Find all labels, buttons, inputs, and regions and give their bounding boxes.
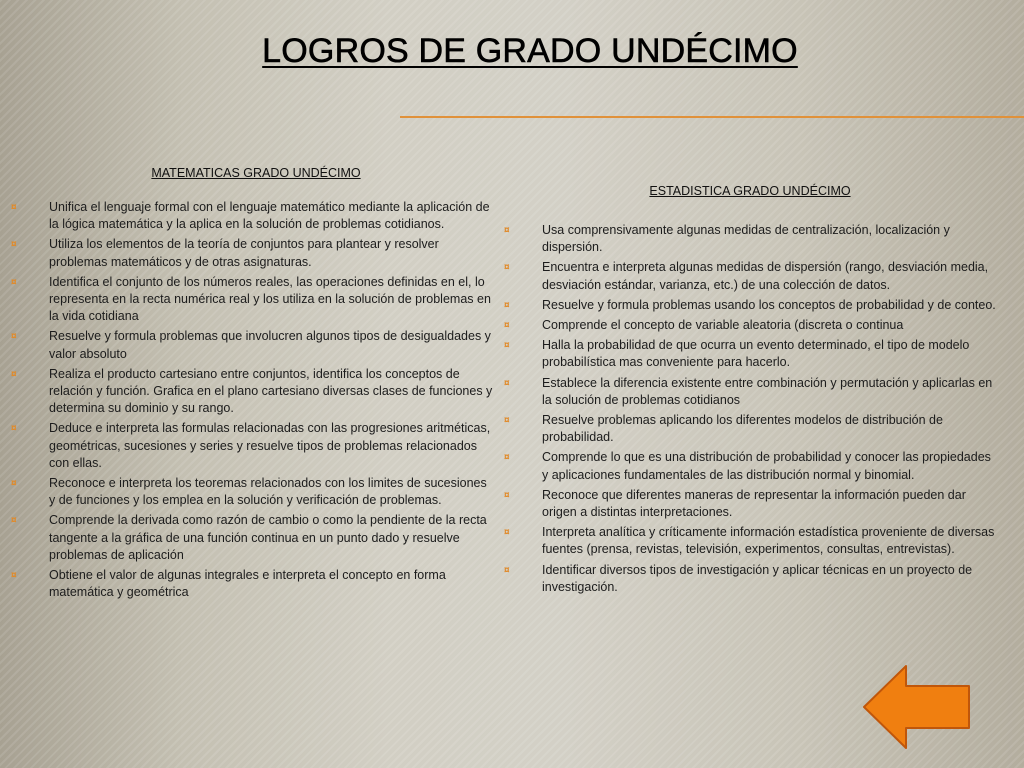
math-column bbox=[0, 166, 498, 604]
list-item: ¤ Usa comprensivamente algunas medidas de centralización, localización y dispersión. bbox=[504, 223, 950, 255]
list-item: ¤ Deduce e interpreta las formulas relacionadas con las progresiones aritméticas, geométricas, sucesiones y series y resuelve tipos de problemas relacionados con ellas. bbox=[11, 421, 491, 470]
x-bullet-icon: ¤ bbox=[504, 527, 510, 539]
x-bullet-icon: ¤ bbox=[11, 202, 17, 213]
x-bullet-icon: ¤ bbox=[11, 368, 17, 380]
statistics-column-heading: ESTADISTICA GRADO UNDÉCIMO bbox=[649, 184, 851, 198]
list-item: ¤ Resuelve y formula problemas que involucren algunos tipos de desigualdades y valor absoluto bbox=[11, 329, 491, 361]
list-item: ¤ Reconoce que diferentes maneras de representar la información pueden dar origen a distintas interpretaciones. bbox=[504, 487, 966, 520]
back-arrow-button[interactable] bbox=[862, 664, 972, 750]
list-item: ¤ Resuelve problemas aplicando los diferentes modelos de distribución de probabilidad. bbox=[504, 413, 943, 445]
back-arrow-icon bbox=[864, 666, 969, 748]
x-bullet-icon: ¤ bbox=[504, 564, 510, 576]
list-item: ¤ Realiza el producto cartesiano entre conjuntos, identifica los conceptos de relación y función. Grafica en el plano cartesiano diversas clases de funciones y determina su dominio y su rango. bbox=[11, 366, 493, 416]
x-bullet-icon: ¤ bbox=[11, 276, 17, 288]
list-item: ¤ Interpreta analítica y críticamente información estadística proveniente de diversas fuentes (prensa, revistas, televisión, experimentos, consultas, entrevistas). bbox=[504, 525, 995, 557]
x-bullet-icon: ¤ bbox=[504, 340, 510, 352]
x-bullet-icon: ¤ bbox=[11, 478, 17, 490]
x-bullet-icon: ¤ bbox=[504, 377, 510, 389]
list-item: ¤ Obtiene el valor de algunas integrales e interpreta el concepto en forma matemática y geométrica bbox=[11, 568, 446, 600]
x-bullet-icon: ¤ bbox=[11, 570, 17, 582]
x-bullet-icon: ¤ bbox=[504, 452, 510, 464]
title-divider bbox=[400, 116, 1024, 118]
list-item: ¤ Establece la diferencia existente entre combinación y permutación y aplicarlas en la solución de problemas cotidianos bbox=[504, 375, 993, 407]
x-bullet-icon: ¤ bbox=[504, 489, 510, 501]
x-bullet-icon: ¤ bbox=[504, 320, 510, 332]
x-bullet-icon: ¤ bbox=[504, 225, 510, 236]
slide-title: LOGROS DE GRADO UNDÉCIMO bbox=[262, 32, 798, 70]
x-bullet-icon: ¤ bbox=[504, 415, 510, 427]
x-bullet-icon: ¤ bbox=[11, 239, 17, 251]
list-item: ¤ Identifica el conjunto de los números reales, las operaciones definidas en el, lo representa en la recta numérica real y los utiliza en la solución de problemas en la vida cotidiana bbox=[11, 274, 491, 324]
list-item: ¤ Encuentra e interpreta algunas medidas de dispersión (rango, desviación media, desviación estándar, varianza, etc.) de una colección de datos. bbox=[504, 260, 989, 292]
x-bullet-icon: ¤ bbox=[11, 423, 17, 435]
list-item: ¤ Halla la probabilidad de que ocurra un evento determinado, el tipo de modelo probabilística mas conveniente para hacerlo. bbox=[504, 338, 970, 370]
list-item: ¤ Resuelve y formula problemas usando los conceptos de probabilidad y de conteo. bbox=[500, 297, 1000, 314]
list-item: ¤ Reconoce e interpreta los teoremas relacionados con los limites de sucesiones y de funciones y los emplea en la solución y verificación de problemas. bbox=[11, 476, 487, 508]
list-item: ¤ Comprende el concepto de variable aleatoria (discreta o continua bbox=[500, 317, 1000, 334]
list-item: ¤ Comprende lo que es una distribución de probabilidad y conocer las propiedades y aplicaciones fundamentales de las distribución normal y binomial. bbox=[504, 450, 991, 482]
math-achievements-list bbox=[0, 199, 498, 601]
statistics-achievements-list bbox=[500, 222, 1000, 596]
list-item: ¤ Utiliza los elementos de la teoría de conjuntos para plantear y resolver problemas matemáticos y de otras asignaturas. bbox=[11, 237, 439, 269]
x-bullet-icon: ¤ bbox=[504, 299, 510, 311]
x-bullet-icon: ¤ bbox=[11, 331, 17, 343]
statistics-column bbox=[500, 184, 1000, 599]
x-bullet-icon: ¤ bbox=[11, 515, 17, 527]
x-bullet-icon: ¤ bbox=[504, 262, 510, 274]
math-column-heading: MATEMATICAS GRADO UNDÉCIMO bbox=[151, 166, 361, 180]
list-item: ¤ Identificar diversos tipos de investigación y aplicar técnicas en un proyecto de investigación. bbox=[504, 562, 973, 594]
list-item: ¤ Unifica el lenguaje formal con el lenguaje matemático mediante la aplicación de la lógica matemática y la aplica en la solución de problemas cotidianos. bbox=[11, 200, 490, 232]
list-item: ¤ Comprende la derivada como razón de cambio o como la pendiente de la recta tangente a la gráfica de una función continua en un punto dado y resuelve problemas de aplicación bbox=[11, 513, 487, 562]
